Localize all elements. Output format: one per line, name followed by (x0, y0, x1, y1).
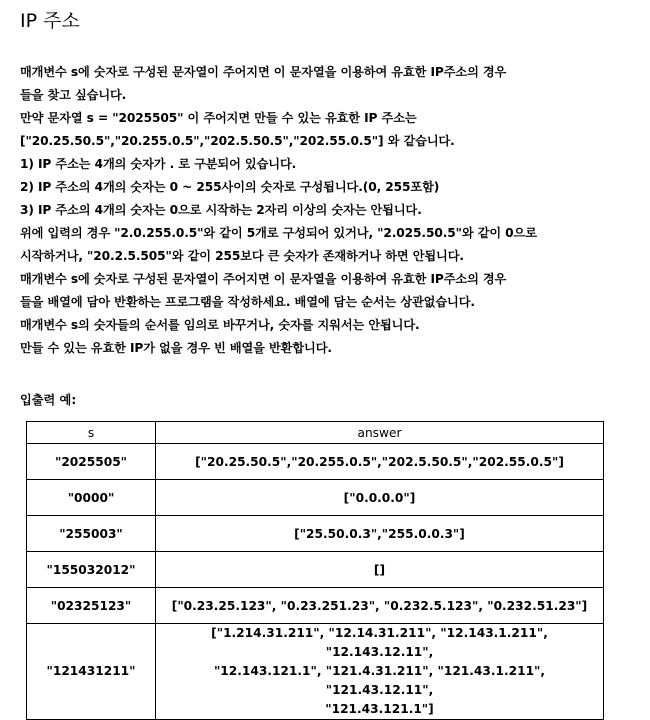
description-line: 매개변수 s의 숫자들의 순서를 임의로 바꾸거나, 숫자를 지워서는 안됩니다. (20, 318, 420, 332)
cell-answer: ["20.25.50.5","20.255.0.5","202.5.50.5","202.55.0.5"] (156, 444, 604, 480)
description-line: 시작하거나, "20.2.5.505"와 같이 255보다 큰 숫자가 존재하거나 하면 안됩니다. (20, 249, 464, 263)
description-line: ["20.25.50.5","20.255.0.5","202.5.50.5","202.55.0.5"] 와 같습니다. (20, 134, 455, 148)
description-line: 1) IP 주소는 4개의 숫자가 . 로 구분되어 있습니다. (20, 157, 297, 171)
cell-s: "02325123" (27, 588, 156, 624)
examples-table (26, 421, 604, 720)
table-row (27, 588, 604, 624)
description-line: 들을 배열에 담아 반환하는 프로그램을 작성하세요. 배열에 담는 순서는 상관없습니다. (20, 295, 475, 309)
description-line: 만들 수 있는 유효한 IP가 없을 경우 빈 배열을 반환합니다. (20, 341, 332, 355)
cell-answer: [] (156, 552, 604, 588)
description-line: 만약 문자열 s = "2025505" 이 주어지면 만들 수 있는 유효한 IP 주소는 (20, 111, 417, 125)
cell-s: "121431211" (27, 624, 156, 720)
description-line: 매개변수 s에 숫자로 구성된 문자열이 주어지면 이 문자열을 이용하여 유효한 IP주소의 경우 (20, 272, 507, 286)
answer-line: "12.143.121.1", "121.4.31.211", "121.43.1.211", "121.43.12.11", (213, 664, 546, 697)
cell-s: "0000" (27, 480, 156, 516)
cell-answer: ["25.50.0.3","255.0.0.3"] (156, 516, 604, 552)
cell-answer: ["0.23.25.123", "0.23.251.23", "0.232.5.123", "0.232.51.23"] (156, 588, 604, 624)
problem-description (20, 61, 635, 360)
description-line: 2) IP 주소의 4개의 숫자는 0 ~ 255사이의 숫자로 구성됩니다.(0, 255포함) (20, 180, 440, 194)
cell-s: "2025505" (27, 444, 156, 480)
description-line: 3) IP 주소의 4개의 숫자는 0으로 시작하는 2자리 이상의 숫자는 안됩니다. (20, 203, 422, 217)
header-s: s (27, 422, 156, 444)
cell-s: "255003" (27, 516, 156, 552)
table-row (27, 552, 604, 588)
description-line: 위에 입력의 경우 "2.0.255.0.5"와 같이 5개로 구성되어 있거나, "2.025.50.5"와 같이 0으로 (20, 226, 537, 240)
cell-answer: ["0.0.0.0"] (156, 480, 604, 516)
answer-line: "121.43.121.1"] (325, 702, 434, 716)
cell-s: "155032012" (27, 552, 156, 588)
table-row (27, 444, 604, 480)
examples-label: 입출력 예: (20, 393, 77, 407)
answer-line: ["1.214.31.211", "12.14.31.211", "12.143.1.211", "12.143.12.11", (211, 626, 548, 659)
page-title: IP 주소 (20, 10, 80, 32)
table-row (27, 624, 604, 720)
cell-answer (156, 624, 604, 720)
description-line: 들을 찾고 싶습니다. (20, 88, 127, 102)
description-line: 매개변수 s에 숫자로 구성된 문자열이 주어지면 이 문자열을 이용하여 유효한 IP주소의 경우 (20, 65, 507, 79)
header-answer: answer (156, 422, 604, 444)
table-row (27, 480, 604, 516)
table-header-row (27, 422, 604, 444)
table-row (27, 516, 604, 552)
